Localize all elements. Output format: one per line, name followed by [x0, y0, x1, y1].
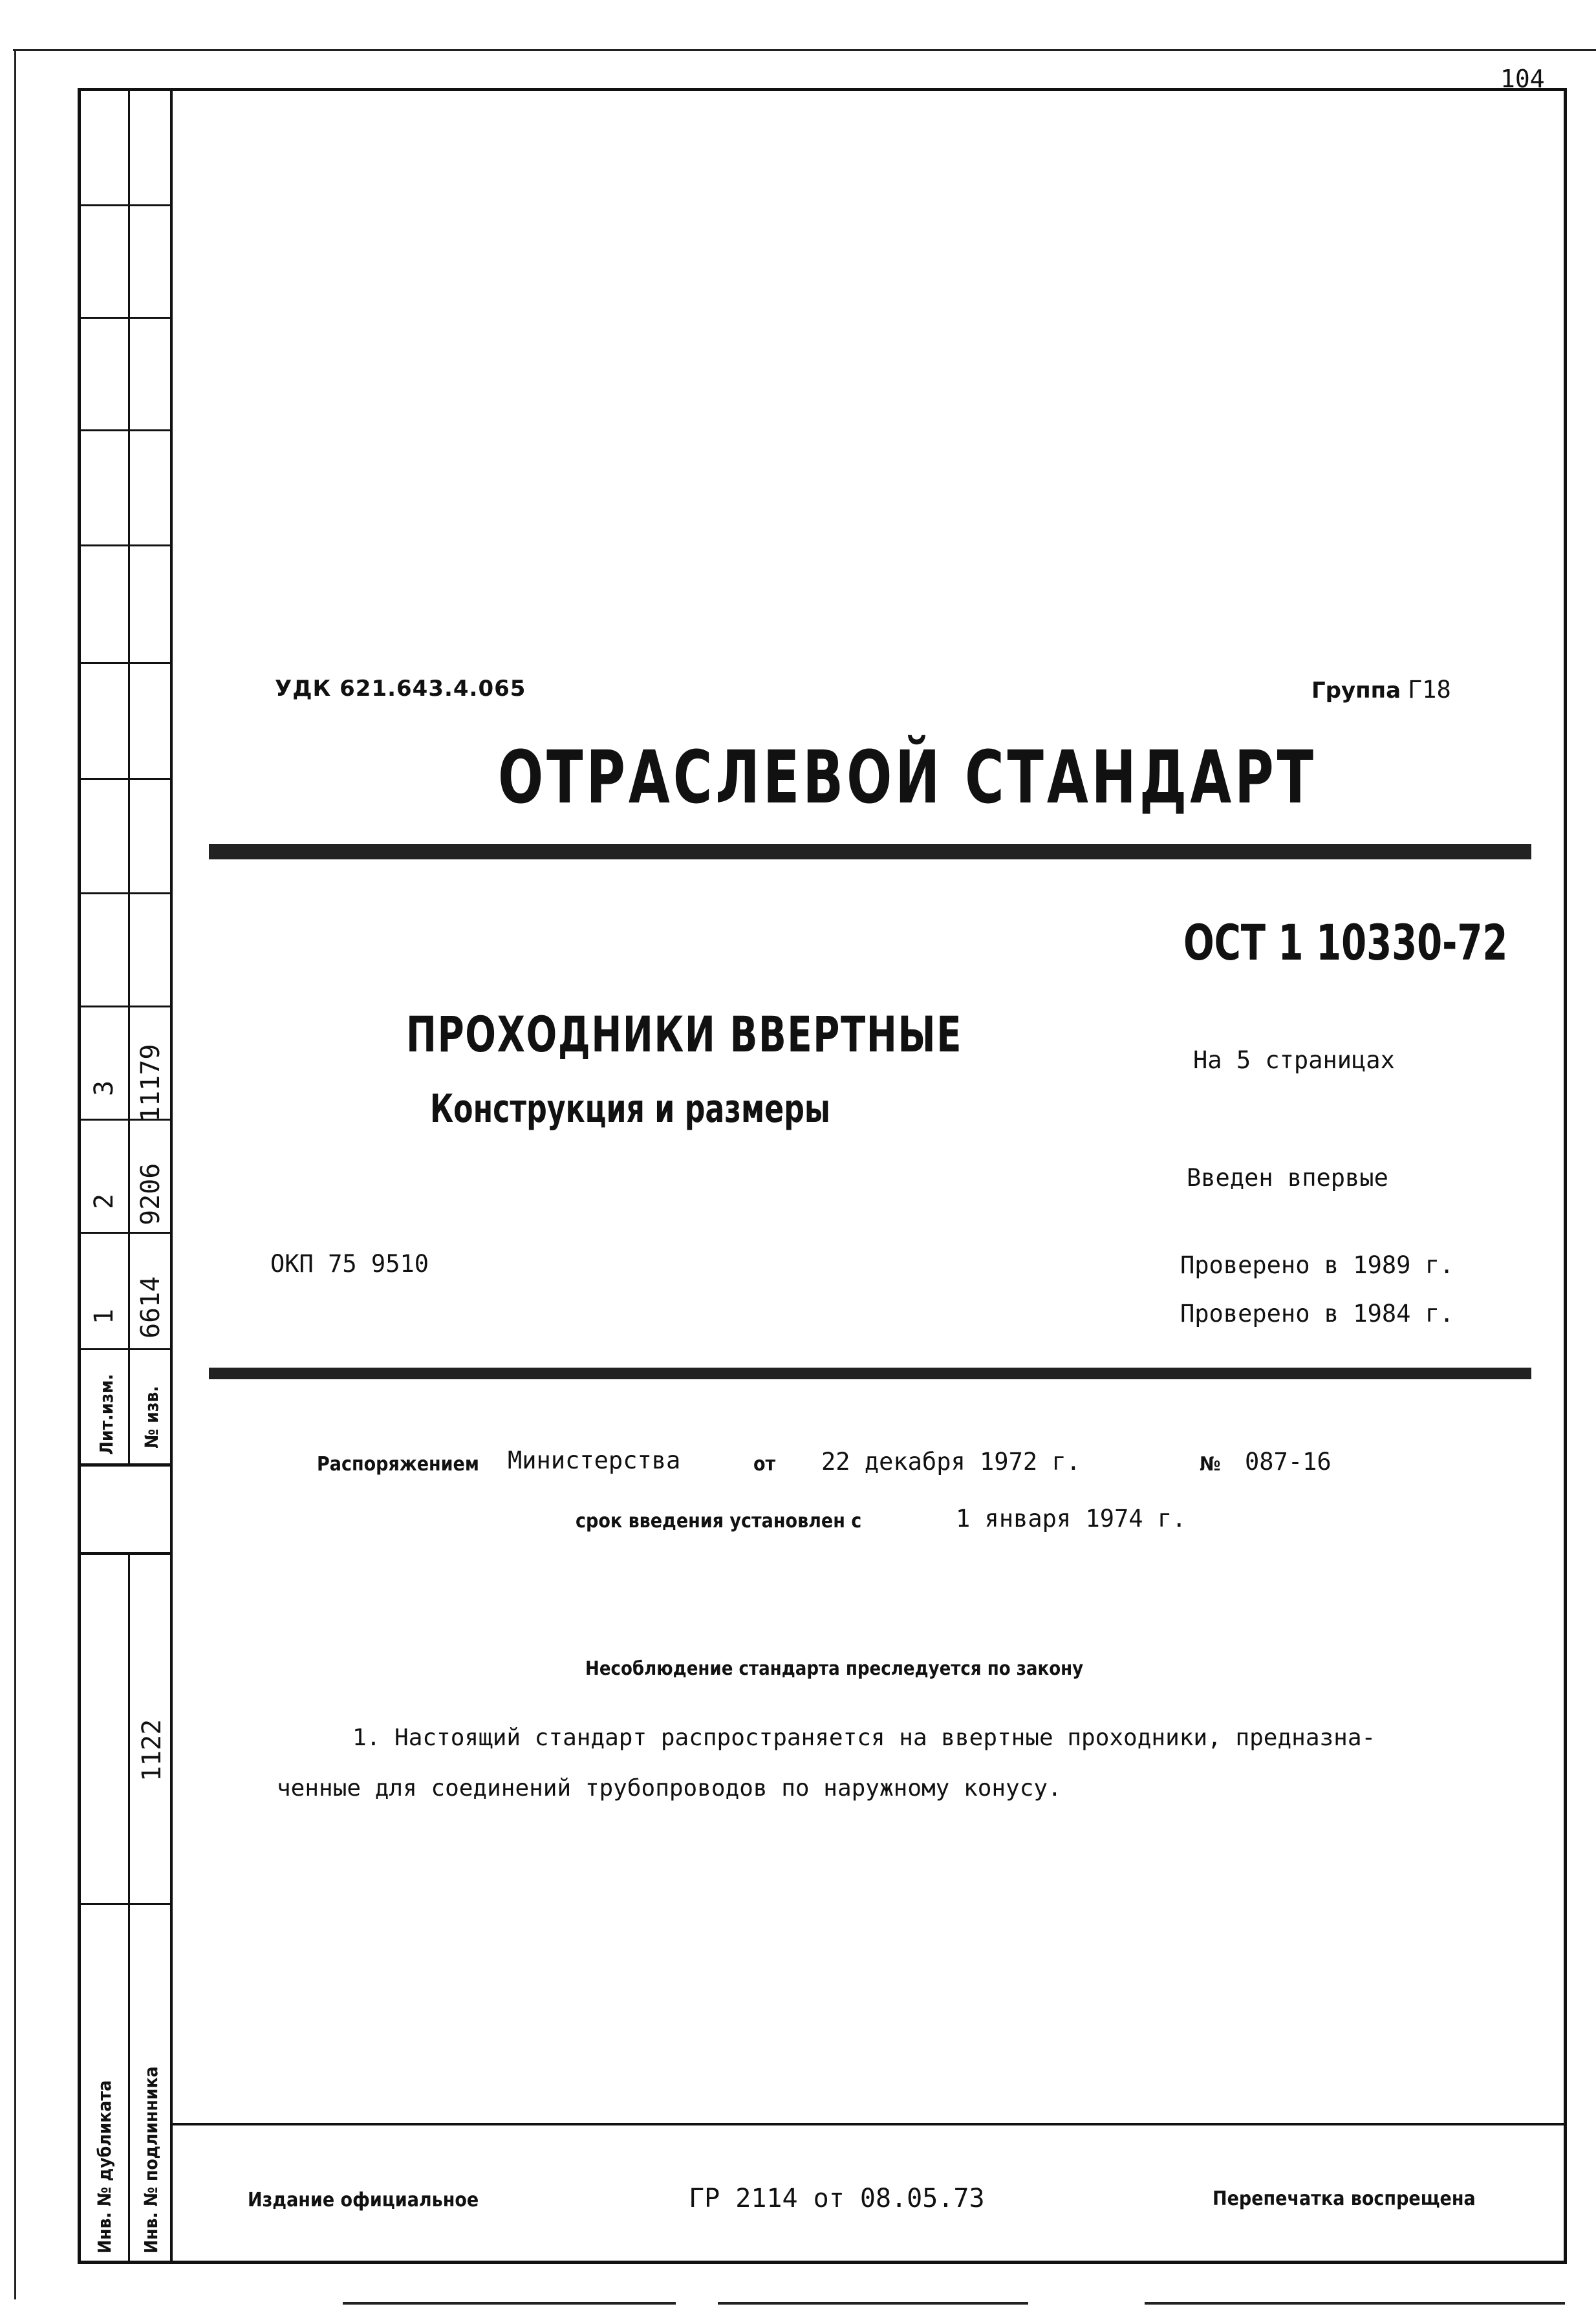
strip-row-line [78, 892, 170, 894]
no-izv-label: № изв. [141, 1386, 162, 1448]
section-rule [209, 1368, 1531, 1379]
orig-inv-value: 1122 [137, 1719, 167, 1781]
strip-row-line [78, 1006, 170, 1007]
order-number-label: № [1200, 1453, 1221, 1476]
strip-row-line [78, 778, 170, 780]
strip-row-line [78, 544, 170, 546]
dup-inv-label: Инв. № дубликата [94, 2080, 115, 2254]
strip-row-line [78, 317, 170, 319]
strip-row-line [78, 429, 170, 431]
footer-gr: ГР 2114 от 08.05.73 [689, 2184, 985, 2213]
order-date: 22 декабря 1972 г. [821, 1448, 1081, 1476]
introduced-first: Введен впервые [1187, 1164, 1388, 1192]
scan-top-border [13, 49, 1596, 51]
change-no-2: 9206 [136, 1163, 166, 1225]
product-subtitle: Конструкция и размеры [430, 1086, 830, 1132]
orig-inv-label: Инв. № подлинника [140, 2066, 162, 2254]
product-title: ПРОХОДНИКИ ВВЕРТНЫЕ [406, 1006, 963, 1063]
change-lit-1: 1 [89, 1308, 119, 1324]
footer-edition: Издание официальное [248, 2189, 479, 2211]
term-date: 1 января 1974 г. [956, 1505, 1187, 1533]
title-rule [209, 844, 1531, 859]
footer-reprint: Перепечатка воспрещена [1213, 2188, 1476, 2210]
warning-text: Несоблюдение стандарта преследуется по закону [585, 1657, 1084, 1679]
page-number: 104 [1500, 65, 1545, 93]
change-no-3: 11179 [136, 1044, 166, 1122]
udk-code: УДК 621.643.4.065 [275, 676, 526, 702]
paragraph-1-line-2: ченные для соединений трубопроводов по наружному конусу. [277, 1775, 1062, 1802]
group-code [1311, 676, 1451, 704]
strip-column-divider [128, 88, 130, 1463]
okp-code: ОКП 75 9510 [270, 1250, 429, 1278]
change-lit-2: 2 [89, 1193, 119, 1209]
strip-lower-row-line [78, 1903, 170, 1905]
scan-mark [718, 2302, 1028, 2305]
order-by-value: Министерства [508, 1447, 681, 1474]
checked-1984: Проверено в 1984 г. [1180, 1300, 1454, 1328]
strip-row-line [78, 204, 170, 206]
paragraph-1-line-1: 1. Настоящий стандарт распространяется на ввертные проходники, предназна- [352, 1725, 1376, 1751]
lit-izm-label: Лит.изм. [96, 1373, 117, 1455]
strip-lower-top-line [78, 1552, 170, 1555]
document-title: ОТРАСЛЕВОЙ СТАНДАРТ [498, 736, 1317, 820]
standard-number: ОСТ 1 10330-72 [1183, 914, 1508, 971]
change-lit-3: 3 [89, 1080, 119, 1096]
strip-bottom-line [78, 1463, 170, 1467]
order-number: 087-16 [1245, 1448, 1332, 1476]
scan-left-border [14, 49, 16, 2299]
term-label: срок введения установлен с [576, 1510, 862, 1533]
strip-row-line [78, 1232, 170, 1234]
strip-row-line [78, 1348, 170, 1350]
strip-row-line [78, 662, 170, 664]
change-no-1: 6614 [136, 1276, 166, 1339]
frame-inner-left-line [170, 88, 173, 2264]
footer-rule [170, 2123, 1567, 2125]
order-from-label: от [753, 1453, 776, 1476]
pages-count: На 5 страницах [1193, 1046, 1395, 1074]
group-value: Г18 [1407, 676, 1451, 704]
scan-mark [343, 2302, 676, 2305]
checked-1989: Проверено в 1989 г. [1180, 1251, 1454, 1279]
strip-lower-column-divider [128, 1552, 130, 2263]
order-by-label: Распоряжением [317, 1453, 479, 1476]
scan-mark [1145, 2302, 1565, 2305]
group-label: Группа [1311, 678, 1401, 704]
